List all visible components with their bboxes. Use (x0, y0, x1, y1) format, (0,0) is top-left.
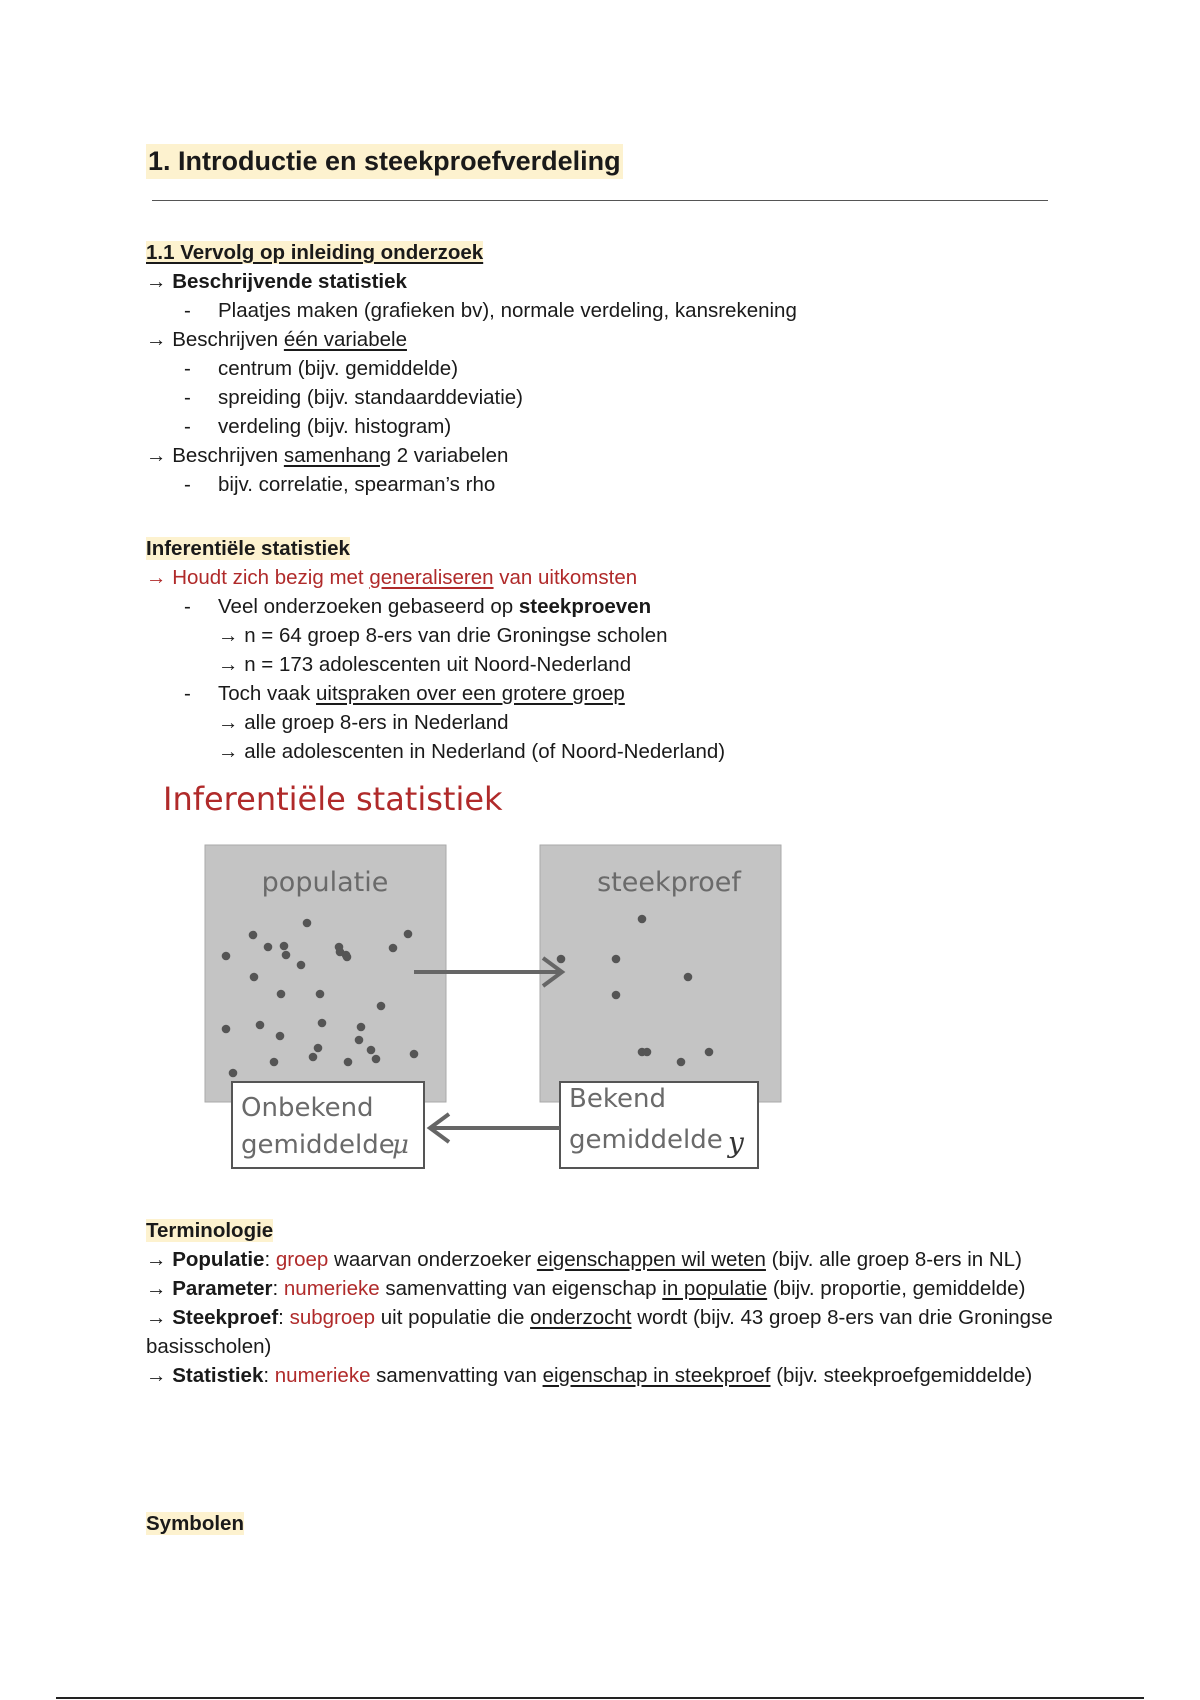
term-text: (bijv. steekproefgemiddelde) (770, 1364, 1033, 1387)
list-item: Plaatjes maken (grafieken bv), normale verdeling, kansrekening (218, 299, 797, 322)
list-item: → n = 173 adolescenten uit Noord-Nederland (218, 653, 632, 676)
colon: : (278, 1306, 290, 1329)
term: Parameter (172, 1277, 273, 1300)
sample-dot (677, 1058, 686, 1067)
population-dot (303, 919, 312, 928)
term: Statistiek (172, 1364, 264, 1387)
population-dot (249, 931, 258, 940)
population-dot (282, 951, 291, 960)
arrow: → (146, 270, 167, 293)
population-dot (229, 1069, 238, 1078)
sample-dot (612, 955, 621, 964)
population-dot (410, 1050, 419, 1059)
population-dot (355, 1036, 364, 1045)
population-dot (250, 973, 259, 982)
population-dot (344, 1058, 353, 1067)
een-var-prefix: Beschrijven (172, 328, 284, 351)
toch-prefix: Toch vaak (218, 682, 316, 705)
veel-prefix: Veel onderzoeken gebaseerd op (218, 595, 519, 618)
population-label: populatie (261, 867, 389, 898)
population-dot (309, 1053, 318, 1062)
population-dot (372, 1055, 381, 1064)
samenhang-suffix: 2 variabelen (391, 444, 509, 467)
samenhang-link: samenhang (283, 444, 392, 467)
population-dot (389, 944, 398, 953)
sample-dot (643, 1048, 652, 1057)
term-text: samenvatting van (370, 1364, 543, 1387)
list-item: verdeling (bijv. histogram) (218, 415, 452, 438)
bullet-dash: - (184, 682, 191, 705)
population-dot (277, 990, 286, 999)
sample-dot (684, 973, 693, 982)
term-highlight: numerieke (283, 1277, 380, 1300)
arrow: → (146, 1277, 167, 1300)
section-title: Terminologie (146, 1219, 274, 1242)
population-dot (270, 1058, 279, 1067)
term-highlight: groep (275, 1248, 329, 1271)
term: Steekproef (172, 1306, 279, 1329)
colon: : (272, 1277, 284, 1300)
term-text: samenvatting van eigenschap (379, 1277, 663, 1300)
colon: : (264, 1248, 276, 1271)
population-dot (377, 1002, 386, 1011)
list-item: bijv. correlatie, spearman’s rho (218, 473, 496, 496)
beschrijvende-heading: Beschrijvende statistiek (172, 270, 407, 293)
section-terminologie (146, 1216, 1066, 1390)
list-item: → alle adolescenten in Nederland (of Noord-Nederland) (218, 740, 726, 763)
unknown-line2: gemiddelde (241, 1130, 395, 1160)
arrow: → (146, 1248, 167, 1271)
arrow: → (146, 1306, 167, 1329)
houdt-suffix: van uitkomsten (493, 566, 638, 589)
bullet-dash: - (184, 299, 191, 322)
known-line1: Bekend (569, 1084, 666, 1114)
term-populatie (146, 1245, 1066, 1274)
term-text: (bijv. proportie, gemiddelde) (767, 1277, 1026, 1300)
list-item: → alle groep 8-ers in Nederland (218, 711, 509, 734)
arrow: → (146, 328, 167, 351)
section-title: 1.1 Vervolg op inleiding onderzoek (146, 241, 484, 264)
population-dot (357, 1023, 366, 1032)
term-underline: in populatie (662, 1277, 768, 1300)
sample-label: steekproef (597, 867, 741, 898)
term-highlight: numerieke (274, 1364, 371, 1387)
list-item: centrum (bijv. gemiddelde) (218, 357, 459, 380)
een-var-link: één variabele (283, 328, 407, 351)
term-text: wordt (bijv. 43 groep 8-ers van drie Groningse basisscholen) (146, 1306, 1053, 1358)
term-text: uit populatie die (375, 1306, 531, 1329)
sample-dot (557, 955, 566, 964)
population-dot (342, 951, 351, 960)
sample-dot (638, 915, 647, 924)
term-underline: onderzocht (530, 1306, 632, 1329)
term: Populatie (172, 1248, 265, 1271)
page-title: 1. Introductie en steekproefverdeling (146, 144, 623, 179)
bullet-dash: - (184, 386, 191, 409)
section-symbolen (146, 1509, 1076, 1538)
population-dot (256, 1021, 265, 1030)
toch-link: uitspraken over een grotere groep (316, 682, 625, 705)
colon: : (263, 1364, 275, 1387)
population-dot (276, 1032, 285, 1041)
bullet-dash: - (184, 473, 191, 496)
population-dot (264, 943, 273, 952)
term-text: (bijv. alle groep 8-ers in NL) (765, 1248, 1022, 1271)
y-symbol: y (728, 1126, 744, 1159)
arrow: → (146, 444, 167, 467)
population-dot (222, 952, 231, 961)
population-dot (318, 1019, 327, 1028)
list-item: → n = 64 groep 8-ers van drie Groningse scholen (218, 624, 668, 647)
mu-symbol: μ (392, 1130, 409, 1160)
sample-dot (705, 1048, 714, 1057)
houdt-prefix: Houdt zich bezig met (172, 566, 370, 589)
bullet-dash: - (184, 595, 191, 618)
known-line2: gemiddelde (569, 1125, 723, 1155)
sample-dot (612, 991, 621, 1000)
section-title: Symbolen (146, 1512, 244, 1535)
population-dot (222, 1025, 231, 1034)
figure-title: Inferentiële statistiek (163, 780, 503, 818)
population-dot (280, 942, 289, 951)
term-underline: eigenschap in steekproef (542, 1364, 771, 1387)
bullet-dash: - (184, 415, 191, 438)
houdt-link: generaliseren (369, 566, 494, 589)
list-item: spreiding (bijv. standaarddeviatie) (218, 386, 524, 409)
population-dot (316, 990, 325, 999)
bullet-dash: - (184, 357, 191, 380)
term-highlight: subgroep (289, 1306, 376, 1329)
population-dot (367, 1046, 376, 1055)
page-bottom-rule (56, 1697, 1144, 1699)
term-statistiek (146, 1361, 1066, 1390)
term-parameter (146, 1274, 1066, 1303)
term-text: waarvan onderzoeker (328, 1248, 537, 1271)
term-underline: eigenschappen wil weten (536, 1248, 766, 1271)
unknown-line1: Onbekend (241, 1093, 374, 1123)
veel-bold: steekproeven (518, 595, 652, 618)
population-dot (314, 1044, 323, 1053)
term-steekproef (146, 1303, 1066, 1361)
population-dot (404, 930, 413, 939)
arrow: → (146, 566, 167, 589)
section-title: Inferentiële statistiek (146, 537, 350, 560)
arrow: → (146, 1364, 167, 1387)
population-dot (297, 961, 306, 970)
samenhang-prefix: Beschrijven (172, 444, 284, 467)
